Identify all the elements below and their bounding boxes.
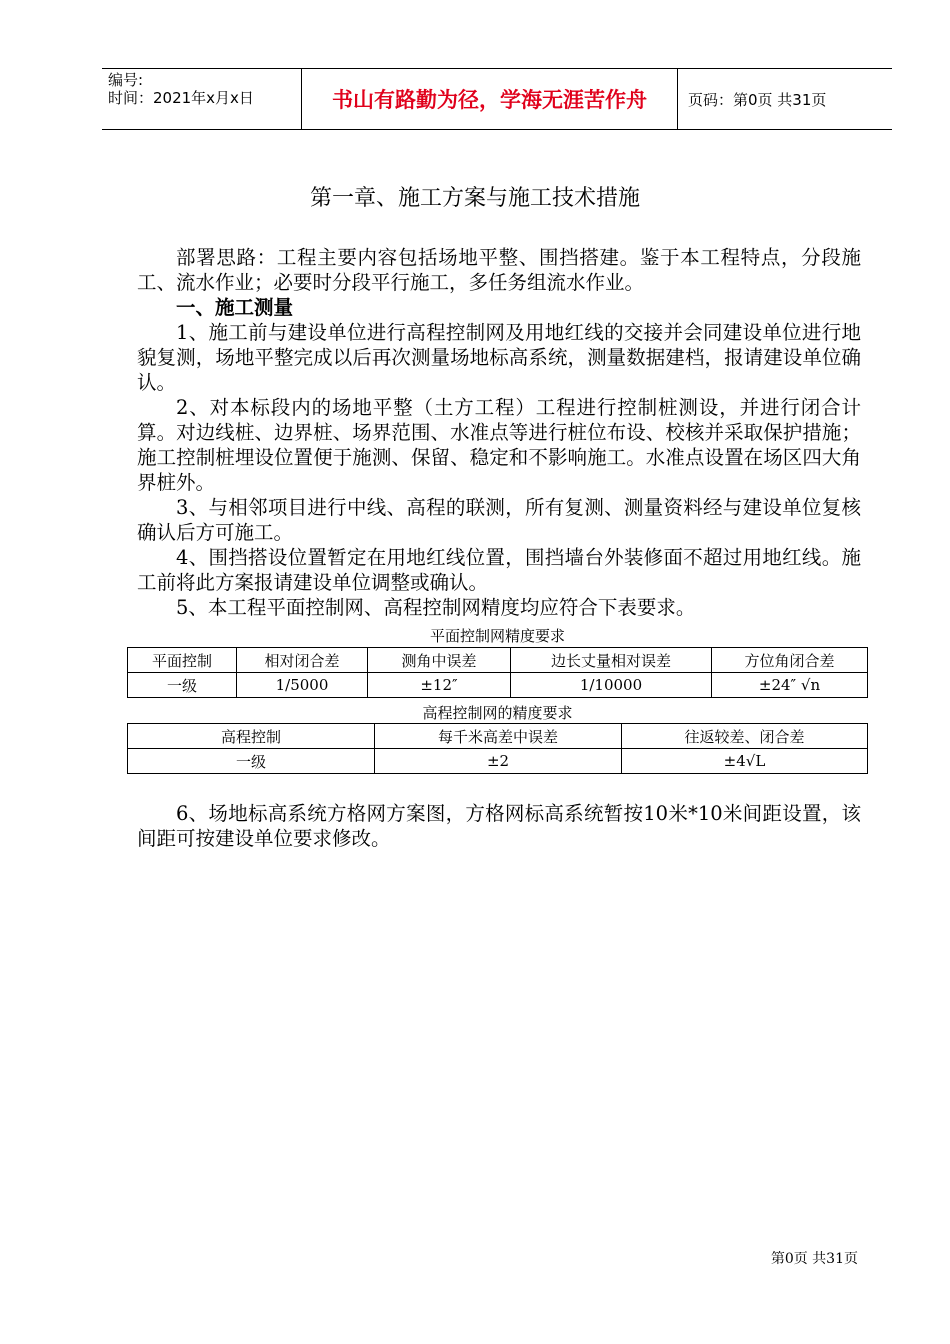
table-cell: 一级 [128,749,375,774]
paragraph: 6、场地标高系统方格网方案图，方格网标高系统暂按10米*10米间距设置，该间距可按建设单位要求修改。 [137,802,861,850]
table-cell: 1/10000 [511,673,712,698]
header-page-label: 页码：第0页 共31页 [688,90,827,109]
table-header-row [128,724,868,749]
table-cell: ±24″ √n [712,673,868,698]
date-label: 时间：2021年x月x日 [108,89,254,107]
table-caption: 高程控制网的精度要求 [422,704,573,722]
table-cell: 高程控制 [128,724,375,749]
chapter-title: 第一章、施工方案与施工技术措施 [309,186,640,211]
table-cell: 每千米高差中误差 [375,724,622,749]
paragraph: 部署思路：工程主要内容包括场地平整、围挡搭建。鉴于本工程特点，分段施工、流水作业；必要时分段平行施工，多任务组流水作业。 [137,246,861,294]
table-header-row [128,648,868,673]
document-body [137,245,861,620]
table-cell: ±4√L [622,749,868,774]
document-body-continued [137,801,861,851]
table-cell: 1/5000 [237,673,368,698]
table-cell: 往返较差、闭合差 [622,724,868,749]
page-header [102,68,892,130]
paragraph: 3、与相邻项目进行中线、高程的联测，所有复测、测量资料经与建设单位复核确认后方可施工。 [137,496,861,544]
table-row [128,673,868,698]
table-row [128,749,868,774]
header-info [102,69,302,129]
plane-control-table [127,647,868,698]
page-footer: 第0页 共31页 [770,1251,858,1267]
section-heading: 一、施工测量 [176,296,294,319]
elevation-control-table [127,723,868,774]
table-cell: 一级 [128,673,237,698]
table-cell: ±2 [375,749,622,774]
paragraph: 1、施工前与建设单位进行高程控制网及用地红线的交接并会同建设单位进行地貌复测，场地平整完成以后再次测量场地标高系统，测量数据建档，报请建设单位确认。 [137,321,861,394]
table-cell: 相对闭合差 [237,648,368,673]
header-motto: 书山有路勤为径，学海无涯苦作舟 [302,69,678,129]
paragraph: 2、对本标段内的场地平整（土方工程）工程进行控制桩测设，并进行闭合计算。对边线桩、边界桩、场界范围、水准点等进行桩位布设、校核并采取保护措施；施工控制桩埋设位置便于施测、保留、稳定和不影响施工。水准点设置在场区四大角界桩外。 [137,396,861,494]
paragraph: 5、本工程平面控制网、高程控制网精度均应符合下表要求。 [176,596,696,619]
table-cell: 边长丈量相对误差 [511,648,712,673]
table-cell: 测角中误差 [368,648,511,673]
table-caption: 平面控制网精度要求 [429,627,565,645]
number-label: 编号: [108,71,144,89]
table-cell: 平面控制 [128,648,237,673]
paragraph: 4、围挡搭设位置暂定在用地红线位置，围挡墙台外装修面不超过用地红线。施工前将此方案报请建设单位调整或确认。 [137,546,861,594]
table-cell: ±12″ [368,673,511,698]
table-cell: 方位角闭合差 [712,648,868,673]
